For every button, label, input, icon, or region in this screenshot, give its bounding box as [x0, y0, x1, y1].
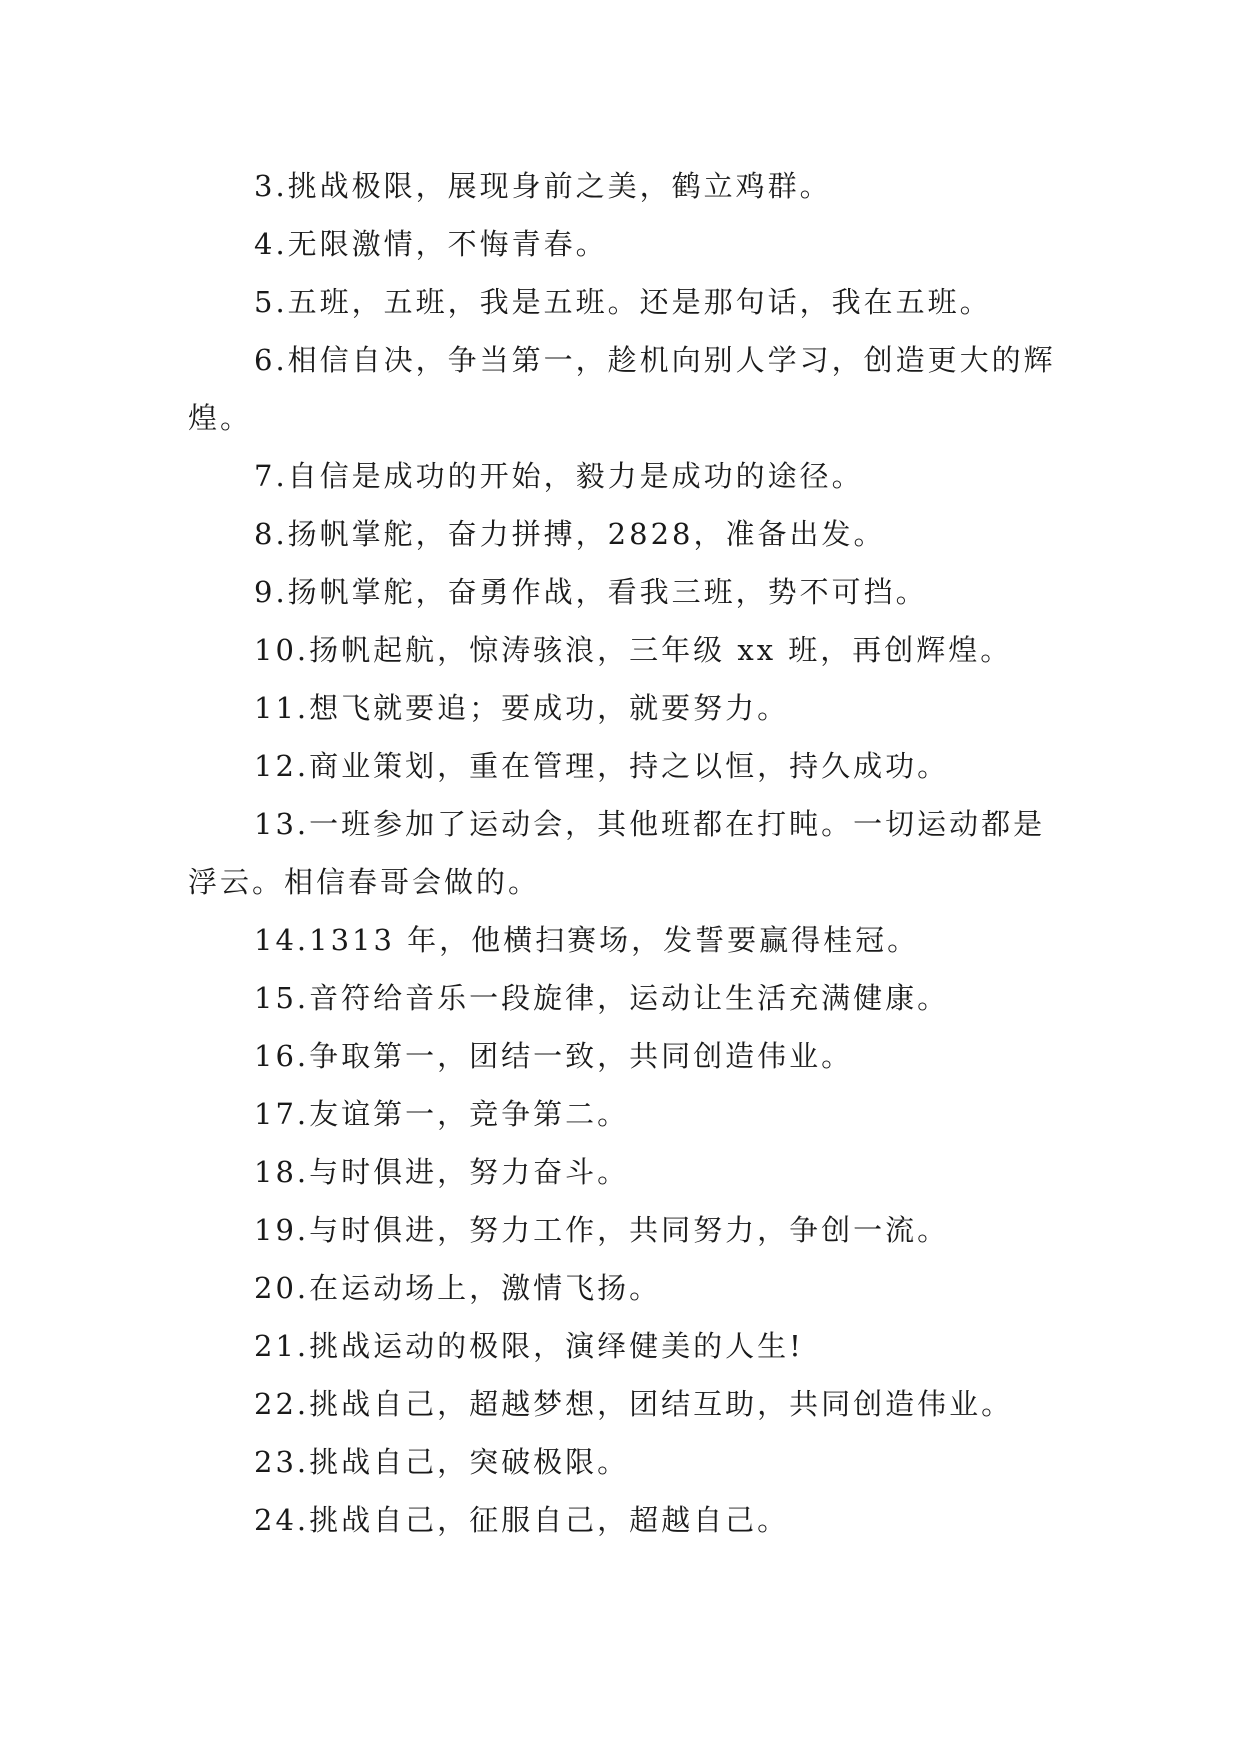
list-item: 17.友谊第一，竞争第二。 — [254, 1097, 630, 1131]
list-item: 5.五班，五班，我是五班。还是那句话，我在五班。 — [254, 285, 992, 319]
list-item: 11.想飞就要追；要成功，就要努力。 — [254, 691, 790, 725]
list-item: 23.挑战自己，突破极限。 — [254, 1445, 630, 1479]
list-item: 7.自信是成功的开始，毅力是成功的途径。 — [254, 459, 864, 493]
list-item: 22.挑战自己，超越梦想，团结互助，共同创造伟业。 — [254, 1387, 1014, 1421]
list-item: 14.1313 年，他横扫赛场，发誓要赢得桂冠。 — [254, 923, 920, 957]
list-item: 12.商业策划，重在管理，持之以恒，持久成功。 — [254, 749, 950, 783]
list-item: 20.在运动场上，激情飞扬。 — [254, 1271, 662, 1305]
list-item: 9.扬帆掌舵，奋勇作战，看我三班，势不可挡。 — [254, 575, 928, 609]
list-item: 4.无限激情，不悔青春。 — [254, 227, 608, 261]
list-item: 24.挑战自己，征服自己，超越自己。 — [254, 1503, 790, 1537]
list-item: 3.挑战极限，展现身前之美，鹤立鸡群。 — [254, 169, 832, 203]
list-item: 16.争取第一，团结一致，共同创造伟业。 — [254, 1039, 854, 1073]
list-item: 19.与时俱进，努力工作，共同努力，争创一流。 — [254, 1213, 950, 1247]
list-item: 18.与时俱进，努力奋斗。 — [254, 1155, 630, 1189]
list-item: 21.挑战运动的极限，演绎健美的人生! — [254, 1329, 804, 1363]
list-item: 13.一班参加了运动会，其他班都在打盹。一切运动都是浮云。相信春哥会做的。 — [188, 807, 1046, 899]
list-item: 8.扬帆掌舵，奋力拼搏，2828，准备出发。 — [254, 517, 886, 551]
list-item: 6.相信自决，争当第一，趁机向别人学习，创造更大的辉煌。 — [188, 343, 1056, 435]
list-item: 15.音符给音乐一段旋律，运动让生活充满健康。 — [254, 981, 950, 1015]
list-item: 10.扬帆起航，惊涛骇浪，三年级 xx 班，再创辉煌。 — [254, 633, 1013, 667]
document-body — [188, 157, 1058, 1549]
